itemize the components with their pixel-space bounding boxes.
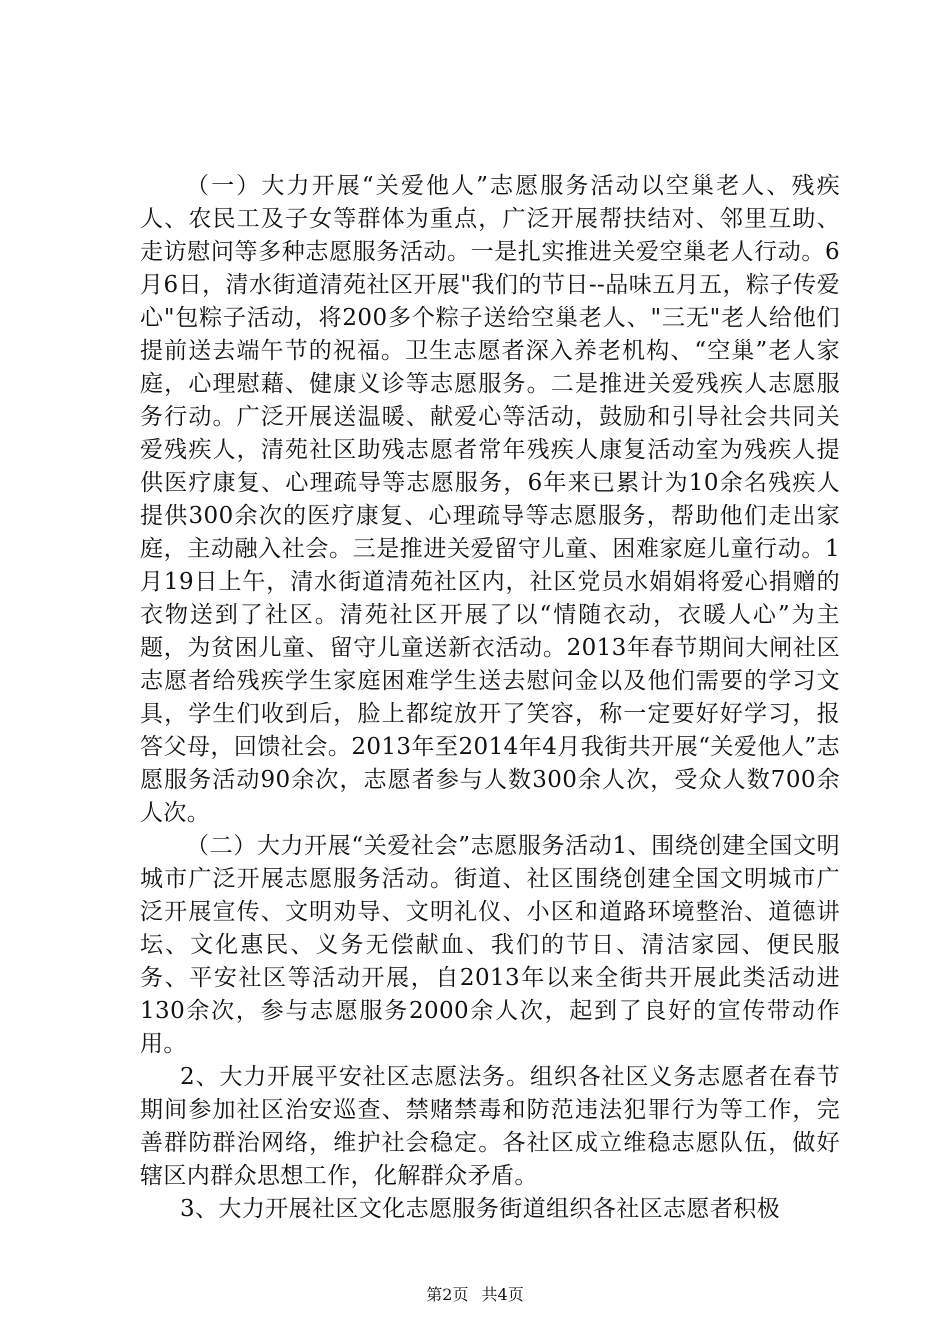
page-total: 共4页 xyxy=(481,1285,524,1304)
paragraph-4: 3、大力开展社区文化志愿服务街道组织各社区志愿者积极 xyxy=(180,1196,781,1222)
document-body xyxy=(140,170,840,1226)
page-footer xyxy=(0,1282,950,1305)
paragraph-2: （二）大力开展“关爱社会”志愿服务活动1、围绕创建全国文明城市广泛开展志愿服务活动。街道、社区围绕创建全国文明城市广泛开展宣传、文明劝导、文明礼仪、小区和道路环境整治、道德讲坛、文化惠民、义务无偿献血、我们的节日、清洁家园、便民服务、平安社区等活动开展，自2013年以来全街共开展此类活动进130余次，参与志愿服务2000余人次，起到了良好的宣传带动作用。 xyxy=(140,833,840,1057)
paragraph-1: （一）大力开展“关爱他人”志愿服务活动以空巢老人、残疾人、农民工及子女等群体为重点，广泛开展帮扶结对、邻里互助、走访慰问等多种志愿服务活动。一是扎实推进关爱空巢老人行动。6月6日，清水街道清苑社区开展"我们的节日--品味五月五，粽子传爱心"包粽子活动，将200多个粽子送给空巢老人、"三无"老人给他们提前送去端午节的祝福。卫生志愿者深入养老机构、“空巢”老人家庭，心理慰藉、健康义诊等志愿服务。二是推进关爱残疾人志愿服务行动。广泛开展送温暖、献爱心等活动，鼓励和引导社会共同关爱残疾人，清苑社区助残志愿者常年残疾人康复活动室为残疾人提供医疗康复、心理疏导等志愿服务，6年来已累计为10余名残疾人提供300余次的医疗康复、心理疏导等志愿服务，帮助他们走出家庭，主动融入社会。三是推进关爱留守儿童、困难家庭儿童行动。1月19日上午，清水街道清苑社区内，社区党员水娟娟将爱心捐赠的衣物送到了社区。清苑社区开展了以“情随衣动，衣暖人心”为主题，为贫困儿童、留守儿童送新衣活动。2013年春节期间大闸社区志愿者给残疾学生家庭困难学生送去慰问金以及他们需要的学习文具，学生们收到后，脸上都绽放开了笑容，称一定要好好学习，报答父母，回馈社会。2013年至2014年4月我街共开展“关爱他人”志愿服务活动90余次，志愿者参与人数300余人次，受众人数700余人次。 xyxy=(140,173,840,826)
page-number: 第2页 xyxy=(426,1285,469,1304)
paragraph-3: 2、大力开展平安社区志愿法务。组织各社区义务志愿者在春节期间参加社区治安巡查、禁赌禁毒和防范违法犯罪行为等工作，完善群防群治网络，维护社会稳定。各社区成立维稳志愿队伍，做好辖区内群众思想工作，化解群众矛盾。 xyxy=(140,1064,840,1189)
